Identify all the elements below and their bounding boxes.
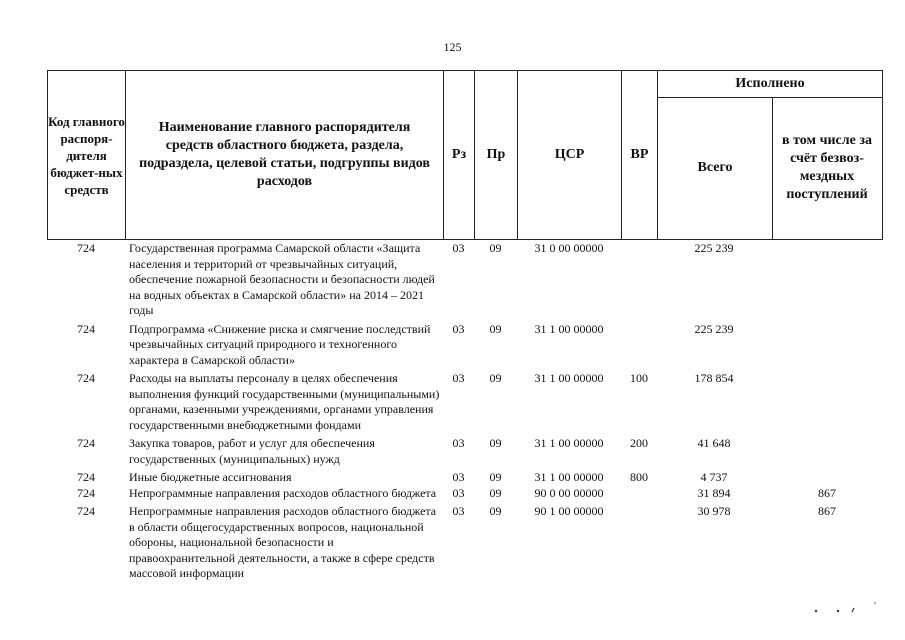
cell-csr: 31 1 00 00000 bbox=[534, 321, 604, 336]
header-pr: Пр bbox=[475, 71, 518, 239]
table-body bbox=[47, 241, 883, 582]
cell-csr: 31 1 00 00000 bbox=[534, 371, 604, 385]
cell-csr: 90 1 00 00000 bbox=[534, 504, 604, 518]
cell-pr: 09 bbox=[489, 470, 502, 484]
cell-total: 30 978 bbox=[697, 504, 731, 518]
cell-code: 724 bbox=[77, 470, 95, 484]
cell-csr: 90 0 00 00000 bbox=[534, 485, 604, 500]
cell-code: 724 bbox=[77, 371, 95, 385]
cell-total: 225 239 bbox=[694, 321, 734, 336]
cell-name: Государственная программа Самарской области «Защита населения и территорий от чрезвычайных ситуаций, обеспечение пожарной безопасности и безопасности людей на водных объектах в Самарской области» на 2014 – 2021 годы bbox=[129, 241, 435, 317]
table-row bbox=[47, 436, 883, 467]
cell-code: 724 bbox=[77, 321, 95, 336]
cell-total: 178 854 bbox=[694, 371, 734, 385]
cell-rz: 03 bbox=[452, 504, 465, 518]
table-row bbox=[47, 504, 883, 582]
cell-total: 31 894 bbox=[697, 485, 731, 500]
cell-name: Иные бюджетные ассигнования bbox=[129, 470, 292, 484]
cell-rz: 03 bbox=[452, 436, 465, 450]
cell-code: 724 bbox=[77, 504, 95, 518]
cell-rz: 03 bbox=[452, 470, 465, 484]
header-gratuitous: в том числе за счёт безвоз-мездных поступлений bbox=[782, 133, 872, 202]
cell-name: Непрограммные направления расходов областного бюджета в области общегосударственных вопросов, национальной обороны, национальной безопасности и правоохранительной деятельности, а также в сфере средств массовой информации bbox=[129, 504, 437, 580]
cell-csr: 31 0 00 00000 bbox=[534, 241, 604, 255]
header-code: Код главного распоря-дителя бюджет-ных средств bbox=[48, 71, 126, 239]
table-row bbox=[47, 486, 883, 502]
cell-rz: 03 bbox=[452, 241, 465, 255]
cell-pr: 09 bbox=[489, 504, 502, 518]
cell-name: Непрограммные направления расходов областного бюджета bbox=[129, 485, 437, 500]
page-number: 125 bbox=[443, 40, 462, 54]
cell-csr: 31 1 00 00000 bbox=[534, 436, 604, 450]
cell-code: 724 bbox=[77, 241, 95, 255]
cell-total: 4 737 bbox=[700, 470, 728, 484]
header-total: Всего bbox=[658, 97, 773, 239]
table-row bbox=[47, 470, 883, 486]
header-executed: Исполнено bbox=[658, 71, 882, 98]
scan-specks bbox=[812, 598, 882, 618]
cell-rz: 03 bbox=[452, 485, 465, 500]
cell-pr: 09 bbox=[489, 436, 502, 450]
cell-pr: 09 bbox=[489, 321, 502, 336]
table-header bbox=[47, 70, 883, 240]
cell-name: Закупка товаров, работ и услуг для обеспечения государственных (муниципальных) нужд bbox=[129, 436, 375, 466]
cell-pr: 09 bbox=[489, 371, 502, 385]
cell-total: 225 239 bbox=[694, 241, 734, 255]
cell-vr: 800 bbox=[630, 470, 648, 484]
header-rz: Рз bbox=[444, 71, 475, 239]
header-vr: ВР bbox=[622, 71, 658, 239]
cell-vr: 100 bbox=[630, 371, 648, 385]
header-executed-group bbox=[658, 71, 882, 239]
cell-code: 724 bbox=[77, 485, 95, 500]
cell-total: 41 648 bbox=[697, 436, 731, 450]
header-csr: ЦСР bbox=[518, 71, 622, 239]
table-row bbox=[47, 241, 883, 319]
header-name: Наименование главного распорядителя средств областного бюджета, раздела, подраздела, целевой статьи, подгруппы видов расходов bbox=[126, 71, 444, 239]
cell-name: Расходы на выплаты персоналу в целях обеспечения выполнения функций государственными (муниципальными) органами, казенными учреждениями, органами управления государственными внебюджетными фондами bbox=[129, 371, 440, 432]
cell-csr: 31 1 00 00000 bbox=[534, 470, 604, 484]
cell-vr: 200 bbox=[630, 436, 648, 450]
cell-pr: 09 bbox=[489, 485, 502, 500]
cell-gratuitous: 867 bbox=[818, 504, 836, 518]
cell-pr: 09 bbox=[489, 241, 502, 255]
cell-rz: 03 bbox=[452, 321, 465, 336]
cell-rz: 03 bbox=[452, 371, 465, 385]
table-row bbox=[47, 322, 883, 369]
cell-name: Подпрограмма «Снижение риска и смягчение последствий чрезвычайных ситуаций природного и техногенного характера в Самарской области» bbox=[129, 321, 431, 367]
cell-code: 724 bbox=[77, 436, 95, 450]
cell-gratuitous: 867 bbox=[818, 485, 836, 500]
table-row bbox=[47, 371, 883, 433]
